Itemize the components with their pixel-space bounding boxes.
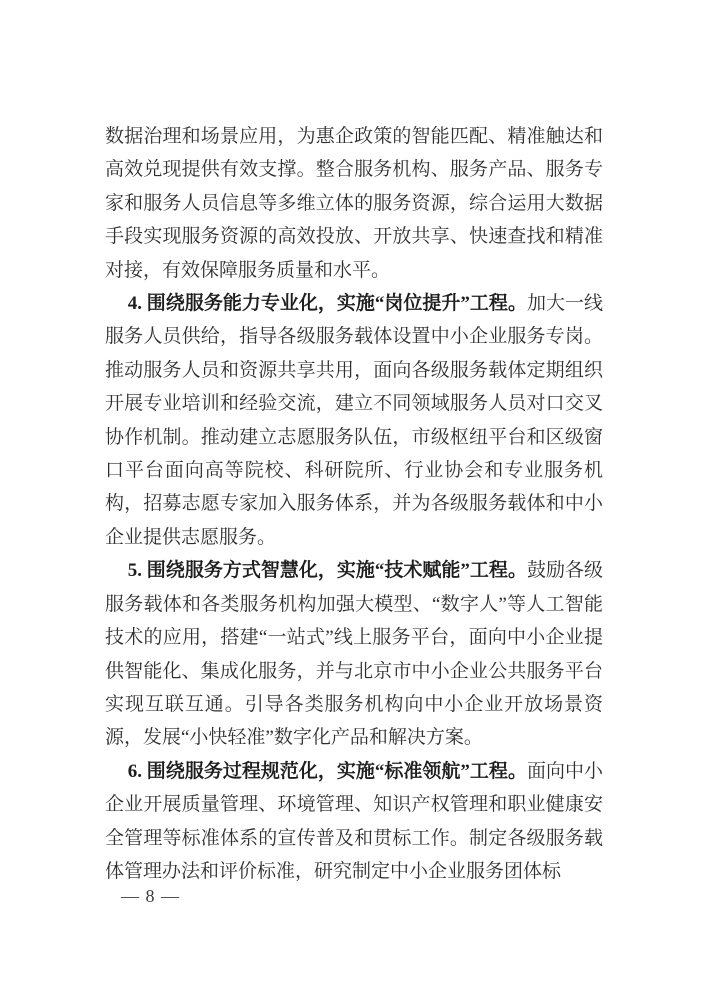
paragraph-item-4 [105,287,603,554]
paragraph-text: 面向中小企业开展质量管理、环境管理、知识产权管理和职业健康安全管理等标准体系的宣传普及和贯标工作。制定各级服务载体管理办法和评价标准，研究制定中小企业服务团体标 [105,760,603,882]
paragraph-continuation [105,120,603,287]
page-number: — 8 — [121,886,180,906]
paragraph-item-6 [105,755,603,889]
paragraph-item-5 [105,554,603,754]
paragraph-text: 数据治理和场景应用，为惠企政策的智能匹配、精准触达和高效兑现提供有效支撑。整合服务机构、服务产品、服务专家和服务人员信息等多维立体的服务资源，综合运用大数据手段实现服务资源的高效投放、开放共享、快速查找和精准对接，有效保障服务质量和水平。 [105,126,603,281]
paragraph-heading: 4. 围绕服务能力专业化，实施“岗位提升”工程。 [127,293,527,315]
document-body [105,120,603,888]
paragraph-text: 加大一线服务人员供给，指导各级服务载体设置中小企业服务专岗。推动服务人员和资源共享共用，面向各级服务载体定期组织开展专业培训和经验交流，建立不同领域服务人员对口交叉协作机制。推动建立志愿服务队伍，市级枢纽平台和区级窗口平台面向高等院校、科研院所、行业协会和专业服务机构，招募志愿专家加入服务体系，并为各级服务载体和中小企业提供志愿服务。 [105,293,603,548]
paragraph-heading: 5. 围绕服务方式智慧化，实施“技术赋能”工程。 [127,560,527,582]
paragraph-text: 鼓励各级服务载体和各类服务机构加强大模型、“数字人”等人工智能技术的应用，搭建“一站式”线上服务平台，面向中小企业提供智能化、集成化服务，并与北京市中小企业公共服务平台实现互联互通。引导各类服务机构向中小企业开放场景资源，发展“小快轻准”数字化产品和解决方案。 [105,560,603,749]
paragraph-heading: 6. 围绕服务过程规范化，实施“标准领航”工程。 [127,760,527,782]
